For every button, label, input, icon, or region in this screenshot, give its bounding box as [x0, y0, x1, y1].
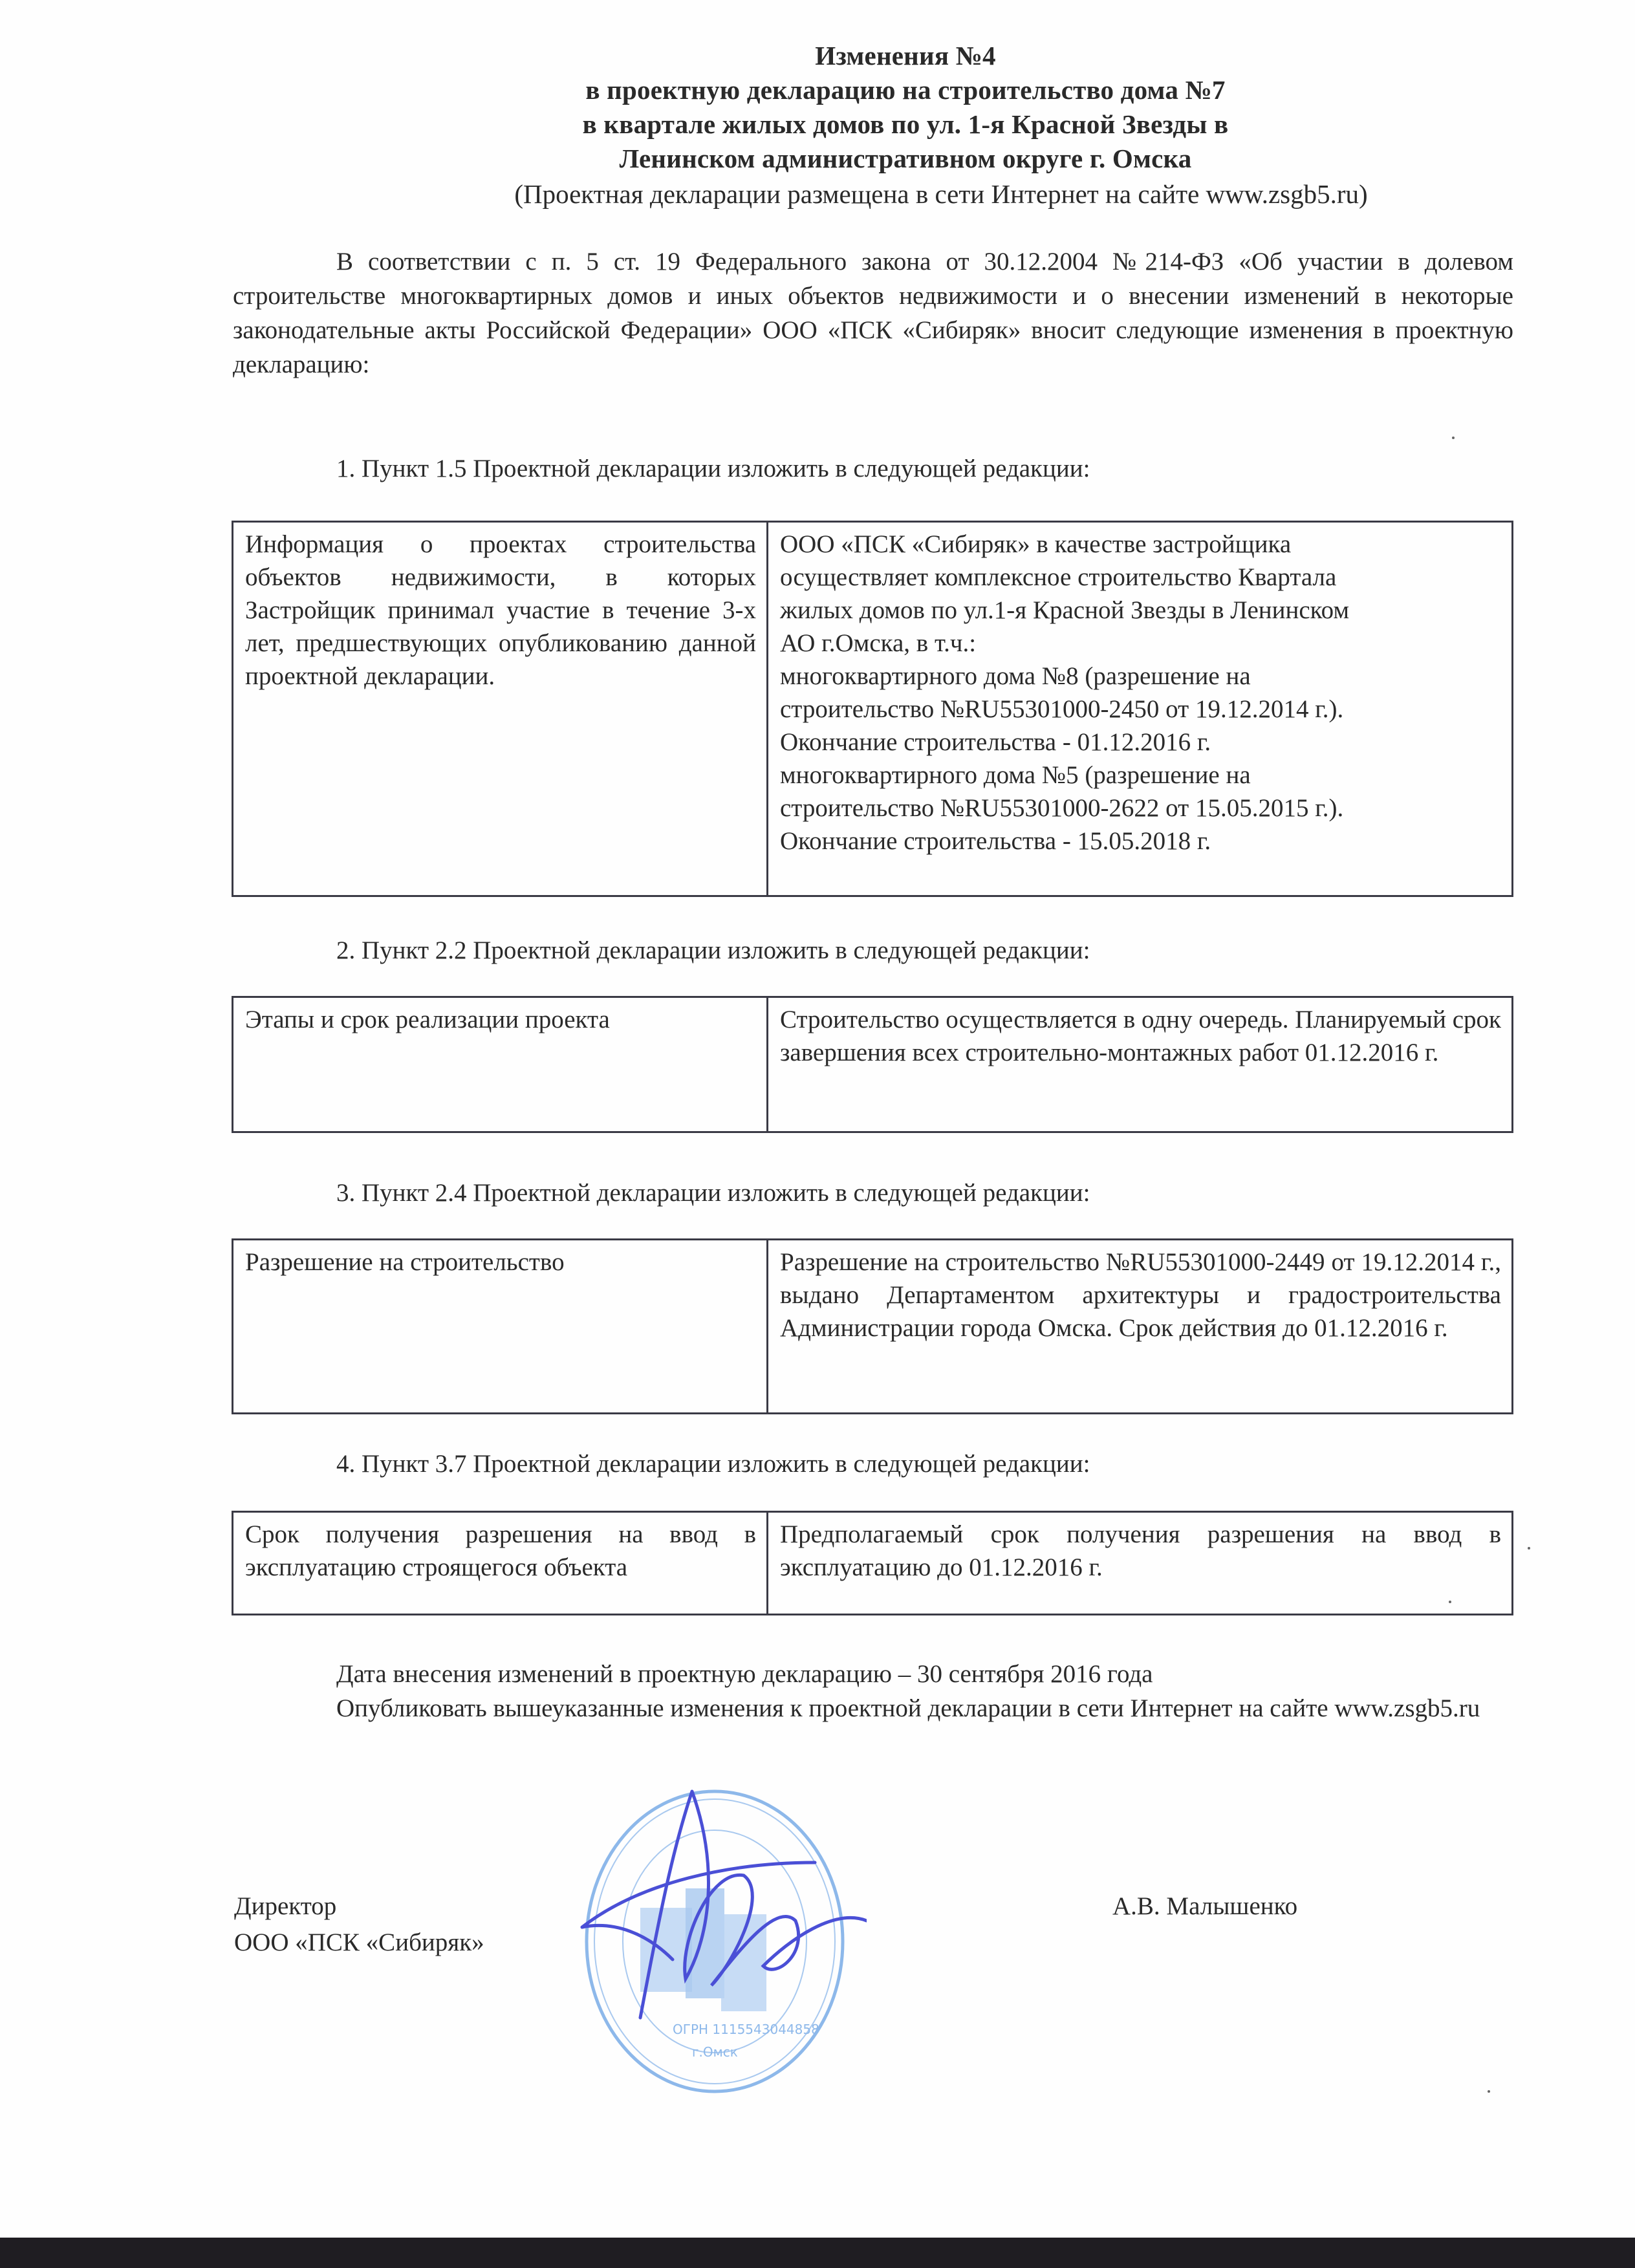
scan-speck [1452, 437, 1455, 439]
right-line: Окончание строительства - 01.12.2016 г. [780, 728, 1211, 756]
right-line: жилых домов по ул.1-я Красной Звезды в Ленинском [780, 596, 1350, 624]
table-row [233, 1512, 1513, 1615]
intro-paragraph: В соответствии с п. 5 ст. 19 Федерального закона от 30.12.2004 №214-ФЗ «Об участии в долевом строительстве многоквартирных домов и иных объектов недвижимости и о внесении изменений в некоторые законодательные акты Российской Федерации» ООО «ПСК «Сибиряк» вносит следующие изменения в проектную декларацию: [233, 248, 1513, 378]
section-4-right-cell: Предполагаемый срок получения разрешения на ввод в эксплуатацию до 01.12.2016 г. [768, 1512, 1513, 1615]
title-note: (Проектная декларации размещена в сети Интернет на сайте www.zsgb5.ru) [514, 179, 1368, 209]
scan-speck [1449, 1601, 1451, 1603]
title-line-1: Изменения №4 [815, 41, 996, 70]
title-line-2: в проектную декларацию на строительство дома №7 [585, 75, 1226, 105]
scanner-edge-band [0, 2238, 1635, 2268]
right-line: ООО «ПСК «Сибиряк» в качестве застройщика [780, 530, 1292, 558]
amendment-date: Дата внесения изменений в проектную декларацию – 30 сентября 2016 года [336, 1660, 1153, 1688]
table-row [233, 1240, 1513, 1414]
section-4-table [232, 1511, 1513, 1615]
right-line: АО г.Омска, в т.ч.: [780, 629, 977, 657]
title-line-4: Ленинском административном округе г. Омска [619, 144, 1192, 173]
section-1-left-cell: Информация о проектах строительства объектов недвижимости, в которых Застройщик принимал участие в течение 3-х лет, предшествующих опубликованию данной проектной декларации. [233, 522, 768, 896]
publish-note: Опубликовать вышеуказанные изменения к проектной декларации в сети Интернет на сайте www.zsgb5.ru [336, 1694, 1480, 1722]
section-2-left-cell: Этапы и срок реализации проекта [233, 997, 768, 1132]
title-line-3: в квартале жилых домов по ул. 1-я Красной Звезды в [582, 109, 1229, 139]
signatory-name: А.В. Малышенко [1112, 1892, 1298, 1920]
section-2-heading: 2. Пункт 2.2 Проектной декларации изложить в следующей редакции: [336, 936, 1090, 964]
stamp-ogrn: ОГРН 1115543044858 [673, 2022, 819, 2037]
right-line: строительство №RU55301000-2450 от 19.12.2014 г.). [780, 695, 1344, 723]
right-line: многоквартирного дома №8 (разрешение на [780, 662, 1251, 690]
section-1-heading: 1. Пункт 1.5 Проектной декларации изложить в следующей редакции: [336, 455, 1090, 482]
signatory-company: ООО «ПСК «Сибиряк» [234, 1928, 484, 1956]
section-2-table [232, 996, 1513, 1133]
right-line: Окончание строительства - 15.05.2018 г. [780, 827, 1211, 855]
right-line: осуществляет комплексное строительство Квартала [780, 563, 1337, 591]
section-3-right-cell: Разрешение на строительство №RU55301000-2449 от 19.12.2014 г., выдано Департаментом архитектуры и градостроительства Администрации города Омска. Срок действия до 01.12.2016 г. [768, 1240, 1513, 1414]
section-1-table [232, 521, 1513, 897]
right-line: многоквартирного дома №5 (разрешение на [780, 761, 1251, 789]
table-row [233, 997, 1513, 1132]
section-4-left-cell: Срок получения разрешения на ввод в эксплуатацию строящегося объекта [233, 1512, 768, 1615]
scan-speck [1528, 1547, 1530, 1550]
section-1-right-cell [768, 522, 1513, 896]
scan-speck [1488, 2090, 1490, 2093]
section-3-left-cell: Разрешение на строительство [233, 1240, 768, 1414]
stamp-city: г.Омск [692, 2044, 738, 2060]
right-line: строительство №RU55301000-2622 от 15.05.2015 г.). [780, 794, 1344, 822]
table-row [233, 522, 1513, 896]
section-3-heading: 3. Пункт 2.4 Проектной декларации изложить в следующей редакции: [336, 1179, 1090, 1207]
company-stamp-icon [563, 1772, 867, 2108]
document-title [362, 39, 1449, 212]
signatory-block [234, 1888, 484, 1961]
section-4-heading: 4. Пункт 3.7 Проектной декларации изложить в следующей редакции: [336, 1450, 1090, 1478]
section-3-table [232, 1238, 1513, 1414]
signatory-position: Директор [234, 1892, 337, 1920]
section-2-right-cell: Строительство осуществляется в одну очередь. Планируемый срок завершения всех строительно-монтажных работ 01.12.2016 г. [768, 997, 1513, 1132]
